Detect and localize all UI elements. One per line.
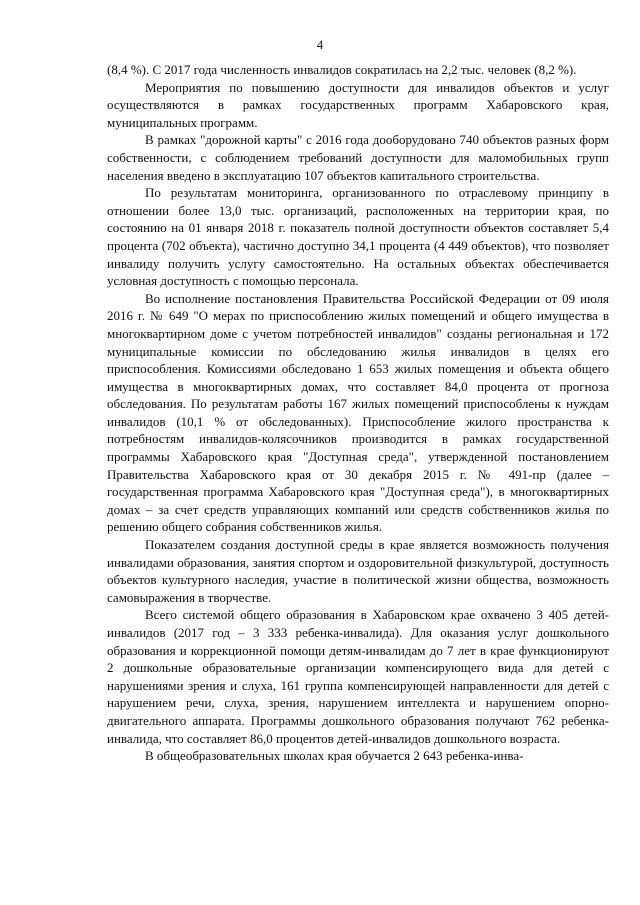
- paragraph-government-decree: Во исполнение постановления Правительства Российской Федерации от 09 июля 2016 г. № 649 "О мерах по приспособлению жилых помещений и общего имущества в многоквартирном доме с учетом потребностей инвалидов" созданы региональная и 172 муниципальные комиссии по обследованию жилья инвалидов в целях его приспособления. Комиссиями обследовано 1 653 жилых помещения и объекта общего имущества в многоквартирных домах, что составляет 84,0 процента от прогноза обследования. По результатам работы 167 жилых помещений приспособлены к нуждам инвалидов (10,1 % от обследованных). Приспособление жилого пространства к потребностям инвалидов-колясочников производится в рамках государственной программы Хабаровского края "Доступная среда", утвержденной постановлением Правительства Хабаровского края от 30 декабря 2015 г. № 491-пр (далее – государственная программа Хабаровского края "Доступная среда"), в многоквартирных домах – за счет средств управляющих компаний или средств собственников жилья по решению общего собрания собственников жилья.: [107, 290, 609, 535]
- page-number: 4: [316, 37, 324, 52]
- paragraph-general-education: Всего системой общего образования в Хабаровском крае охвачено 3 405 детей-инвалидов (2017 год – 3 333 ребенка-инвалида). Для оказания услуг дошкольного образования и коррекционной помощи детям-инвалидам до 7 лет в крае функционируют 2 дошкольные образовательные организации компенсирующего вида для детей с нарушениями зрения и слуха, 161 группа компенсирующей направленности для детей с нарушением речи, слуха, зрения, нарушением интеллекта и нарушением опорно-двигательного аппарата. Программы дошкольного образования получают 762 ребенка-инвалида, что составляет 86,0 процентов детей-инвалидов дошкольного возраста.: [107, 607, 609, 746]
- paragraph-schools: В общеобразовательных школах края обучается 2 643 ребенка-инва-: [145, 748, 524, 764]
- paragraph-continuation: (8,4 %). С 2017 года численность инвалидов сократилась на 2,2 тыс. человек (8,2 %).: [107, 62, 577, 77]
- document-body: [107, 61, 609, 765]
- paragraph-road-map: В рамках "дорожной карты" с 2016 года дооборудовано 740 объектов разных форм собственности, с соблюдением требований доступности для маломобильных групп населения введено в эксплуатацию 107 объектов капитального строительства.: [107, 132, 609, 183]
- paragraph-accessibility-measures: Мероприятия по повышению доступности для инвалидов объектов и услуг осуществляются в рамках государственных программ Хабаровского края, муниципальных программ.: [107, 79, 609, 130]
- paragraph-accessible-environment: Показателем создания доступной среды в крае является возможность получения инвалидами образования, занятия спортом и оздоровительной физкультурой, доступность объектов культурного наследия, участие в политической жизни общества, возможность самовыражения в творчестве.: [107, 537, 609, 605]
- paragraph-monitoring: По результатам мониторинга, организованного по отраслевому принципу в отношении более 13,0 тыс. организаций, расположенных на территории края, по состоянию на 01 января 2018 г. показатель полной доступности объектов составляет 5,4 процента (702 объекта), частично доступно 34,1 процента (4 449 объектов), что позволяет инвалиду получить услугу самостоятельно. На остальных объектах обеспечивается условная доступность с помощью персонала.: [107, 185, 609, 289]
